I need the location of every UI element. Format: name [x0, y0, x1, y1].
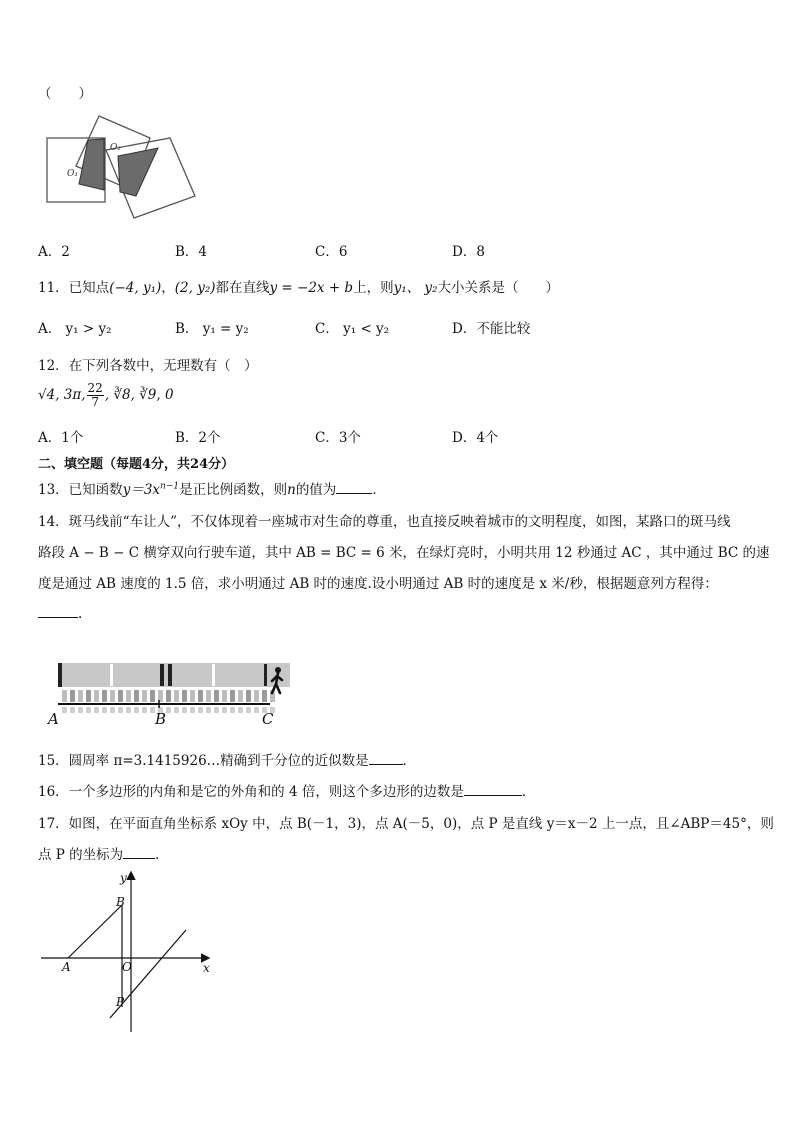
- q12-stem: 12．在下列各数中，无理数有（ ）: [38, 358, 258, 374]
- q12-list-b: , ∛8, ∛9, 0: [104, 387, 174, 403]
- label-c: C: [262, 710, 274, 728]
- gap-1: [110, 664, 113, 686]
- zebra-stripe-lower: [102, 707, 107, 713]
- q17-line-2: [38, 843, 169, 863]
- zebra-stripe: [118, 690, 123, 702]
- q12-option-c[interactable]: C．3个: [315, 430, 361, 446]
- zebra-stripe: [262, 690, 267, 702]
- zebra-stripe: [126, 690, 131, 702]
- q10-option-b[interactable]: B．4: [175, 244, 208, 260]
- zebra-stripe-lower: [118, 707, 123, 713]
- zebra-stripe-lower: [134, 707, 139, 713]
- q11-stem: [38, 276, 559, 296]
- zebra-stripe: [94, 690, 99, 702]
- q12-option-b[interactable]: B．2个: [175, 430, 221, 446]
- zebra-stripe-lower: [198, 707, 203, 713]
- zebra-stripe-lower: [166, 707, 171, 713]
- q11-point1: (−4, y₁): [109, 280, 162, 296]
- road-left-mark: [58, 663, 62, 687]
- q14-end: .: [78, 606, 83, 622]
- q10-option-d[interactable]: D．8: [452, 244, 485, 260]
- road-right-mark: [264, 664, 267, 686]
- zebra-stripe: [230, 690, 235, 702]
- q13-pre: 13．已知函数: [38, 482, 123, 498]
- label-p: P: [116, 995, 125, 1009]
- segment-ab: [68, 905, 122, 958]
- zebra-stripe-lower: [110, 707, 115, 713]
- zebra-stripe: [134, 690, 139, 702]
- label-o1: O₁: [67, 169, 78, 179]
- q12-fraction-numerator: 22: [87, 381, 103, 395]
- zebra-stripe: [70, 690, 75, 702]
- zebra-stripe: [102, 690, 107, 702]
- zebra-stripe-lower: [174, 707, 179, 713]
- zebra-stripe-lower: [86, 707, 91, 713]
- zebra-stripe-lower: [126, 707, 131, 713]
- q10-answer-paren: （ ）: [38, 86, 92, 102]
- q13-stem: [38, 478, 386, 498]
- q14-answer-blank[interactable]: [38, 604, 78, 618]
- q12-fraction: [87, 382, 104, 409]
- q17-line-2-text: 点 P 的坐标为: [38, 847, 124, 863]
- zebra-stripe-lower: [142, 707, 147, 713]
- q15-stem: [38, 749, 416, 769]
- q11-option-b[interactable]: B． y₁ = y₂: [175, 321, 249, 337]
- zebra-stripe-lower: [182, 707, 187, 713]
- zebra-stripe-lower: [70, 707, 75, 713]
- q14-line-3: 度是通过 AB 速度的 1.5 倍，求小明通过 AB 时的速度.设小明通过 AB 时的速度是 x 米/秒，根据题意列方程得：: [38, 576, 718, 592]
- gap-2: [212, 664, 215, 686]
- zebra-stripe: [182, 690, 187, 702]
- zebra-stripe-lower: [94, 707, 99, 713]
- zebra-stripe: [206, 690, 211, 702]
- q10-option-c[interactable]: C．6: [315, 244, 348, 260]
- q13-answer-blank[interactable]: [336, 480, 372, 494]
- q13-post: 是正比例函数，则: [179, 482, 288, 498]
- q11-post: 上，则: [353, 280, 394, 296]
- q11-tail: 大小关系是（ ）: [437, 280, 559, 296]
- zebra-stripe: [190, 690, 195, 702]
- zebra-stripe-lower: [254, 707, 259, 713]
- q14-line-1: 14．斑马线前“车让人”，不仅体现着一座城市对生命的尊重，也直接反映着城市的文明程度，如图，某路口的斑马线: [38, 514, 731, 530]
- q16-answer-blank[interactable]: [464, 782, 522, 796]
- q14-crosswalk-figure: [44, 656, 296, 730]
- zebra-stripe: [86, 690, 91, 702]
- q13-exponent: n−1: [160, 481, 180, 492]
- q11-mid: 都在直线: [215, 280, 270, 296]
- section-2-heading: 二、填空题（每题4分，共24分）: [38, 457, 235, 472]
- zebra-stripe-lower: [190, 707, 195, 713]
- zebra-stripe: [174, 690, 179, 702]
- center-mark-2: [168, 664, 172, 686]
- label-b: B: [155, 710, 167, 728]
- q16-stem: [38, 780, 535, 800]
- q14-answer-line: [38, 604, 82, 622]
- q15-answer-blank[interactable]: [369, 751, 403, 765]
- q11-option-d[interactable]: D．不能比较: [452, 321, 531, 337]
- zebra-stripe-lower: [230, 707, 235, 713]
- q11-option-a[interactable]: A． y₁ > y₂: [38, 321, 112, 337]
- q17-end: ．: [155, 847, 169, 863]
- zebra-stripe: [142, 690, 147, 702]
- q11-sep: ，: [161, 280, 175, 296]
- q17-line-1: 17．如图，在平面直角坐标系 xOy 中，点 B(－1，3)，点 A(－5，0)，点 P 是直线 y＝x－2 上一点，且∠ABP＝45°，则: [38, 816, 774, 832]
- label-o2: O₂: [110, 143, 121, 153]
- zebra-stripe-lower: [246, 707, 251, 713]
- label-a: A: [48, 710, 59, 728]
- zebra-stripe: [78, 690, 83, 702]
- q10-squares-figure: [40, 112, 200, 224]
- zebra-stripe-lower: [238, 707, 243, 713]
- zebra-stripe: [222, 690, 227, 702]
- zebra-stripe: [150, 690, 155, 702]
- q12-option-a[interactable]: A．1个: [38, 430, 84, 446]
- zebra-stripe: [166, 690, 171, 702]
- overlap-region-1: [79, 139, 104, 190]
- q13-var: n: [287, 482, 296, 498]
- q11-pre: 已知点: [68, 280, 110, 296]
- overlap-region-2: [118, 148, 158, 196]
- q11-point2: (2, y₂): [174, 280, 216, 296]
- q11-option-c[interactable]: C． y₁ < y₂: [315, 321, 390, 337]
- q12-option-d[interactable]: D．4个: [452, 430, 499, 446]
- zebra-stripe-lower: [62, 707, 67, 713]
- q14-line-2: 路段 A − B − C 横穿双向行驶车道，其中 AB = BC = 6 米，在绿灯亮时，小明共用 12 秒通过 AC ，其中通过 BC 的速: [38, 545, 770, 561]
- road-top-band: [58, 663, 290, 687]
- zebra-stripe: [214, 690, 219, 702]
- q17-coordinate-figure: [38, 868, 218, 1034]
- label-o: O: [122, 960, 132, 974]
- q12-fraction-denominator: 7: [91, 395, 99, 409]
- q15-end: ．: [402, 753, 417, 769]
- q13-tail: 的值为: [295, 482, 337, 498]
- zebra-stripe: [110, 690, 115, 702]
- q16-end: ．: [521, 784, 536, 800]
- zebra-stripe-lower: [206, 707, 211, 713]
- q11-line-equation: y = −2x + b: [269, 280, 354, 296]
- q15-text: 15．圆周率 π=3.1415926…精确到千分位的近似数是: [38, 753, 369, 769]
- zebra-stripe: [198, 690, 203, 702]
- zebra-stripes: [62, 690, 275, 713]
- center-mark-1: [160, 664, 164, 686]
- zebra-stripe-lower: [214, 707, 219, 713]
- label-a: A: [62, 960, 71, 974]
- q11-number: 11．: [38, 280, 69, 296]
- q11-vars: y₁、 y₂: [393, 280, 438, 296]
- zebra-stripe: [246, 690, 251, 702]
- label-y: y: [120, 871, 127, 885]
- q12-list-a: √4, 3π,: [38, 387, 86, 403]
- q12-number-list: [38, 382, 174, 409]
- zebra-stripe: [254, 690, 259, 702]
- q17-answer-blank[interactable]: [123, 845, 155, 859]
- zebra-stripe-lower: [78, 707, 83, 713]
- q10-option-a[interactable]: A．2: [38, 244, 70, 260]
- label-b: B: [116, 895, 125, 909]
- q13-end: ．: [372, 482, 386, 498]
- zebra-stripe: [238, 690, 243, 702]
- zebra-stripe-lower: [222, 707, 227, 713]
- q16-text: 16．一个多边形的内角和是它的外角和的 4 倍，则这个多边形的边数是: [38, 784, 464, 800]
- zebra-stripe: [62, 690, 67, 702]
- q13-equation: y＝3x: [122, 482, 161, 498]
- label-x: x: [203, 961, 210, 975]
